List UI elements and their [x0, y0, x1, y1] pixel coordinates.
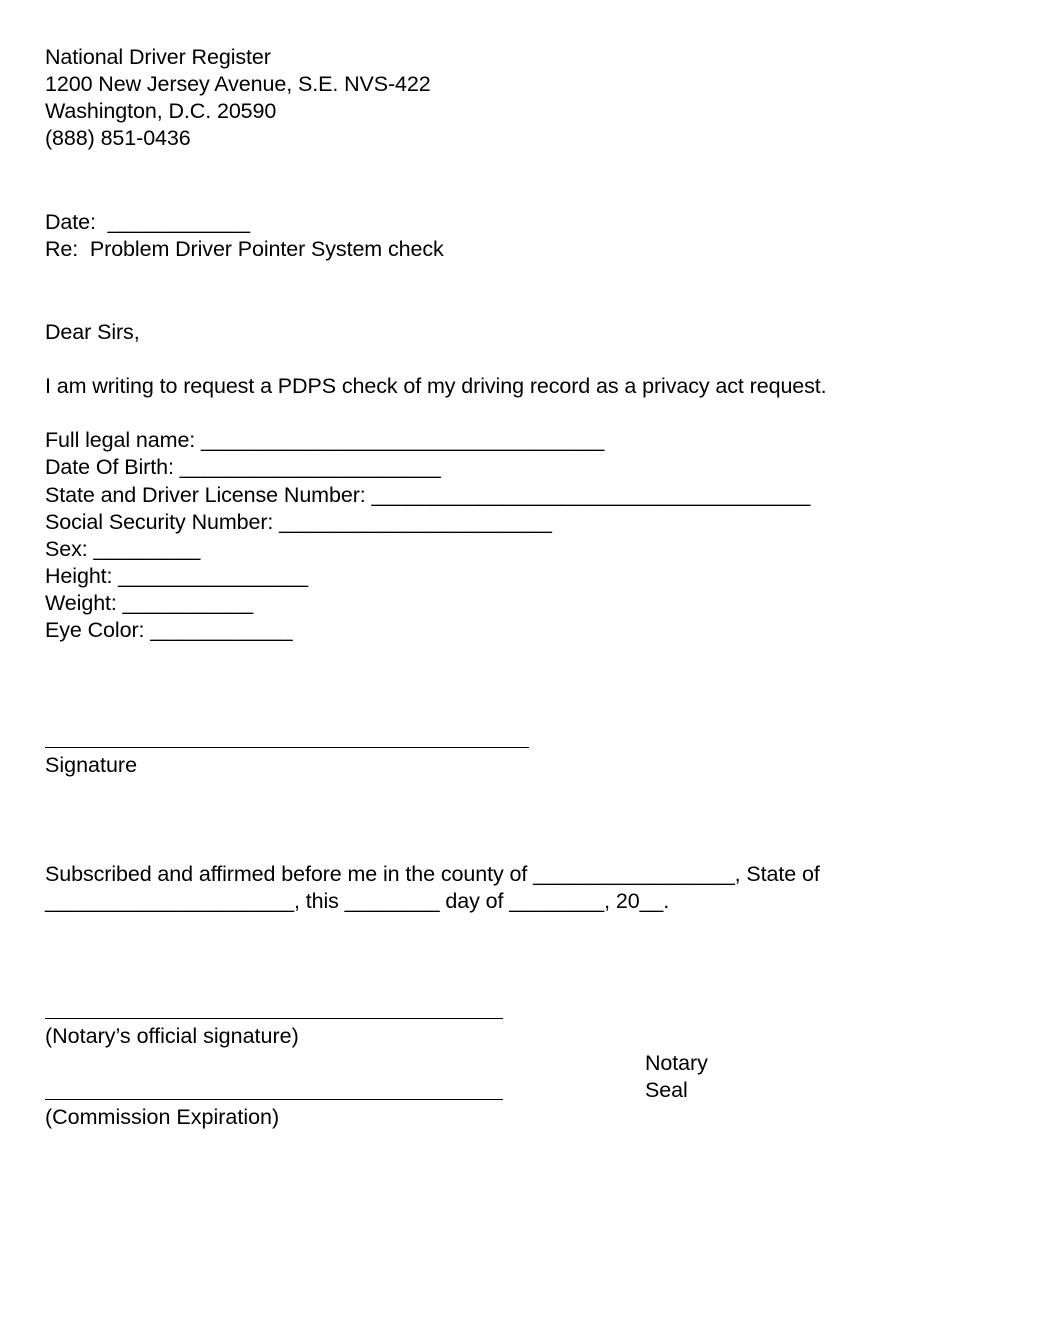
org-name: National Driver Register	[45, 45, 271, 69]
address-line-1: 1200 New Jersey Avenue, S.E. NVS-422	[45, 72, 431, 96]
commission-rule	[45, 1099, 503, 1100]
notary-seal-line-2: Seal	[645, 1078, 688, 1102]
notary-seal-line-1: Notary	[645, 1051, 708, 1075]
field-height: Height: ________________	[45, 564, 309, 588]
salutation: Dear Sirs,	[45, 320, 140, 344]
signature-label: Signature	[45, 753, 138, 777]
field-license-number: State and Driver License Number: _____________________________________	[45, 483, 811, 507]
signature-rule	[45, 747, 529, 748]
affirmation-line-2: _____________________, this ________ day of ________, 20__.	[45, 889, 670, 913]
notary-signature-label: (Notary’s official signature)	[45, 1024, 299, 1048]
field-weight: Weight: ___________	[45, 591, 254, 615]
field-sex: Sex: _________	[45, 537, 201, 561]
affirmation-line-1: Subscribed and affirmed before me in the county of _________________, State of	[45, 862, 820, 886]
field-ssn: Social Security Number: _______________________	[45, 510, 552, 534]
date-line: Date: ____________	[45, 210, 250, 234]
field-eye-color: Eye Color: ____________	[45, 618, 293, 642]
notary-signature-rule	[45, 1018, 503, 1019]
re-line: Re: Problem Driver Pointer System check	[45, 237, 444, 261]
address-line-2: Washington, D.C. 20590	[45, 99, 277, 123]
phone-number: (888) 851-0436	[45, 126, 191, 150]
commission-label: (Commission Expiration)	[45, 1105, 280, 1129]
request-text: I am writing to request a PDPS check of my driving record as a privacy act request.	[45, 374, 827, 398]
field-full-legal-name: Full legal name: __________________________________	[45, 428, 605, 452]
field-date-of-birth: Date Of Birth: ______________________	[45, 455, 441, 479]
